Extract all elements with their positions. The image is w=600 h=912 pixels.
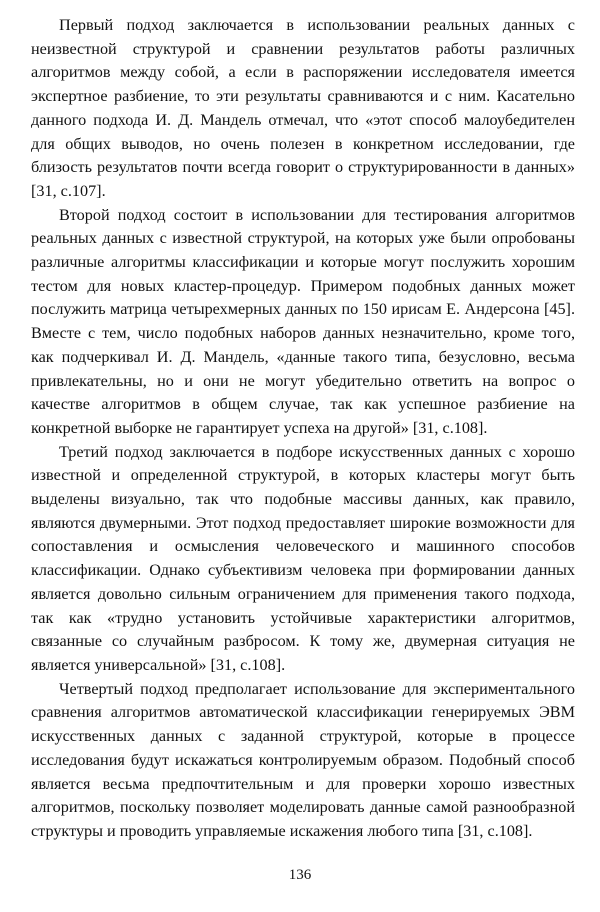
paragraph-4: Четвертый подход предполагает использование для экспериментального сравнения алгоритмов автоматической классификации генерируемых ЭВМ искусственных данных с заданной структурой, которые в процессе исследования будут искажаться контролируемым образом. Подобный способ является весьма предпочтительным и для проверки хорошо известных алгоритмов, поскольку позволяет моделировать данные самой разнообразной структуры и проводить управляемые искажения любого типа [31, с.108]. [31,679,575,840]
body-text [31,14,575,844]
paragraph-3: Третий подход заключается в подборе искусственных данных с хорошо известной и определенной структурой, в которых кластеры могут быть выделены визуально, так что подобные массивы данных, как правило, являются двумерными. Этот подход предоставляет широкие возможности для сопоставления и осмысления человеческого и машинного способов классификации. Однако субъективизм человека при формировании данных является довольно сильным ограничением для применения такого подхода, так как «трудно установить устойчивые характеристики алгоритмов, связанные со случайным разбросом. К тому же, двумерная ситуация не является универсальной» [31, с.108]. [31,442,575,674]
paragraph-2: Второй подход состоит в использовании для тестирования алгоритмов реальных данных с известной структурой, на которых уже были опробованы различные алгоритмы классификации и которые могут послужить хорошим тестом для новых кластер-процедур. Примером подобных данных может послужить матрица четырехмерных данных по 150 ирисам Е. Андерсона [45]. Вместе с тем, число подобных наборов данных незначительно, кроме того, как подчеркивал И. Д. Мандель, «данные такого типа, безусловно, весьма привлекательны, но и они не могут убедительно ответить на вопрос о качестве алгоритмов в общем случае, так как успешное разбиение на конкретной выборке не гарантирует успеха на другой» [31, с.108]. [31,205,575,437]
paragraph-1: Первый подход заключается в использовании реальных данных с неизвестной структурой и сравнении результатов работы различных алгоритмов между собой, а если в распоряжении исследователя имеется экспертное разбиение, то эти результаты сравниваются и с ним. Касательно данного подхода И. Д. Мандель отмечал, что «этот способ малоубедителен для общих выводов, но очень полезен в конкретном исследовании, где близость результатов почти всегда говорит о структурированности в данных» [31, с.107]. [31,16,575,200]
page-number: 136 [288,867,312,883]
